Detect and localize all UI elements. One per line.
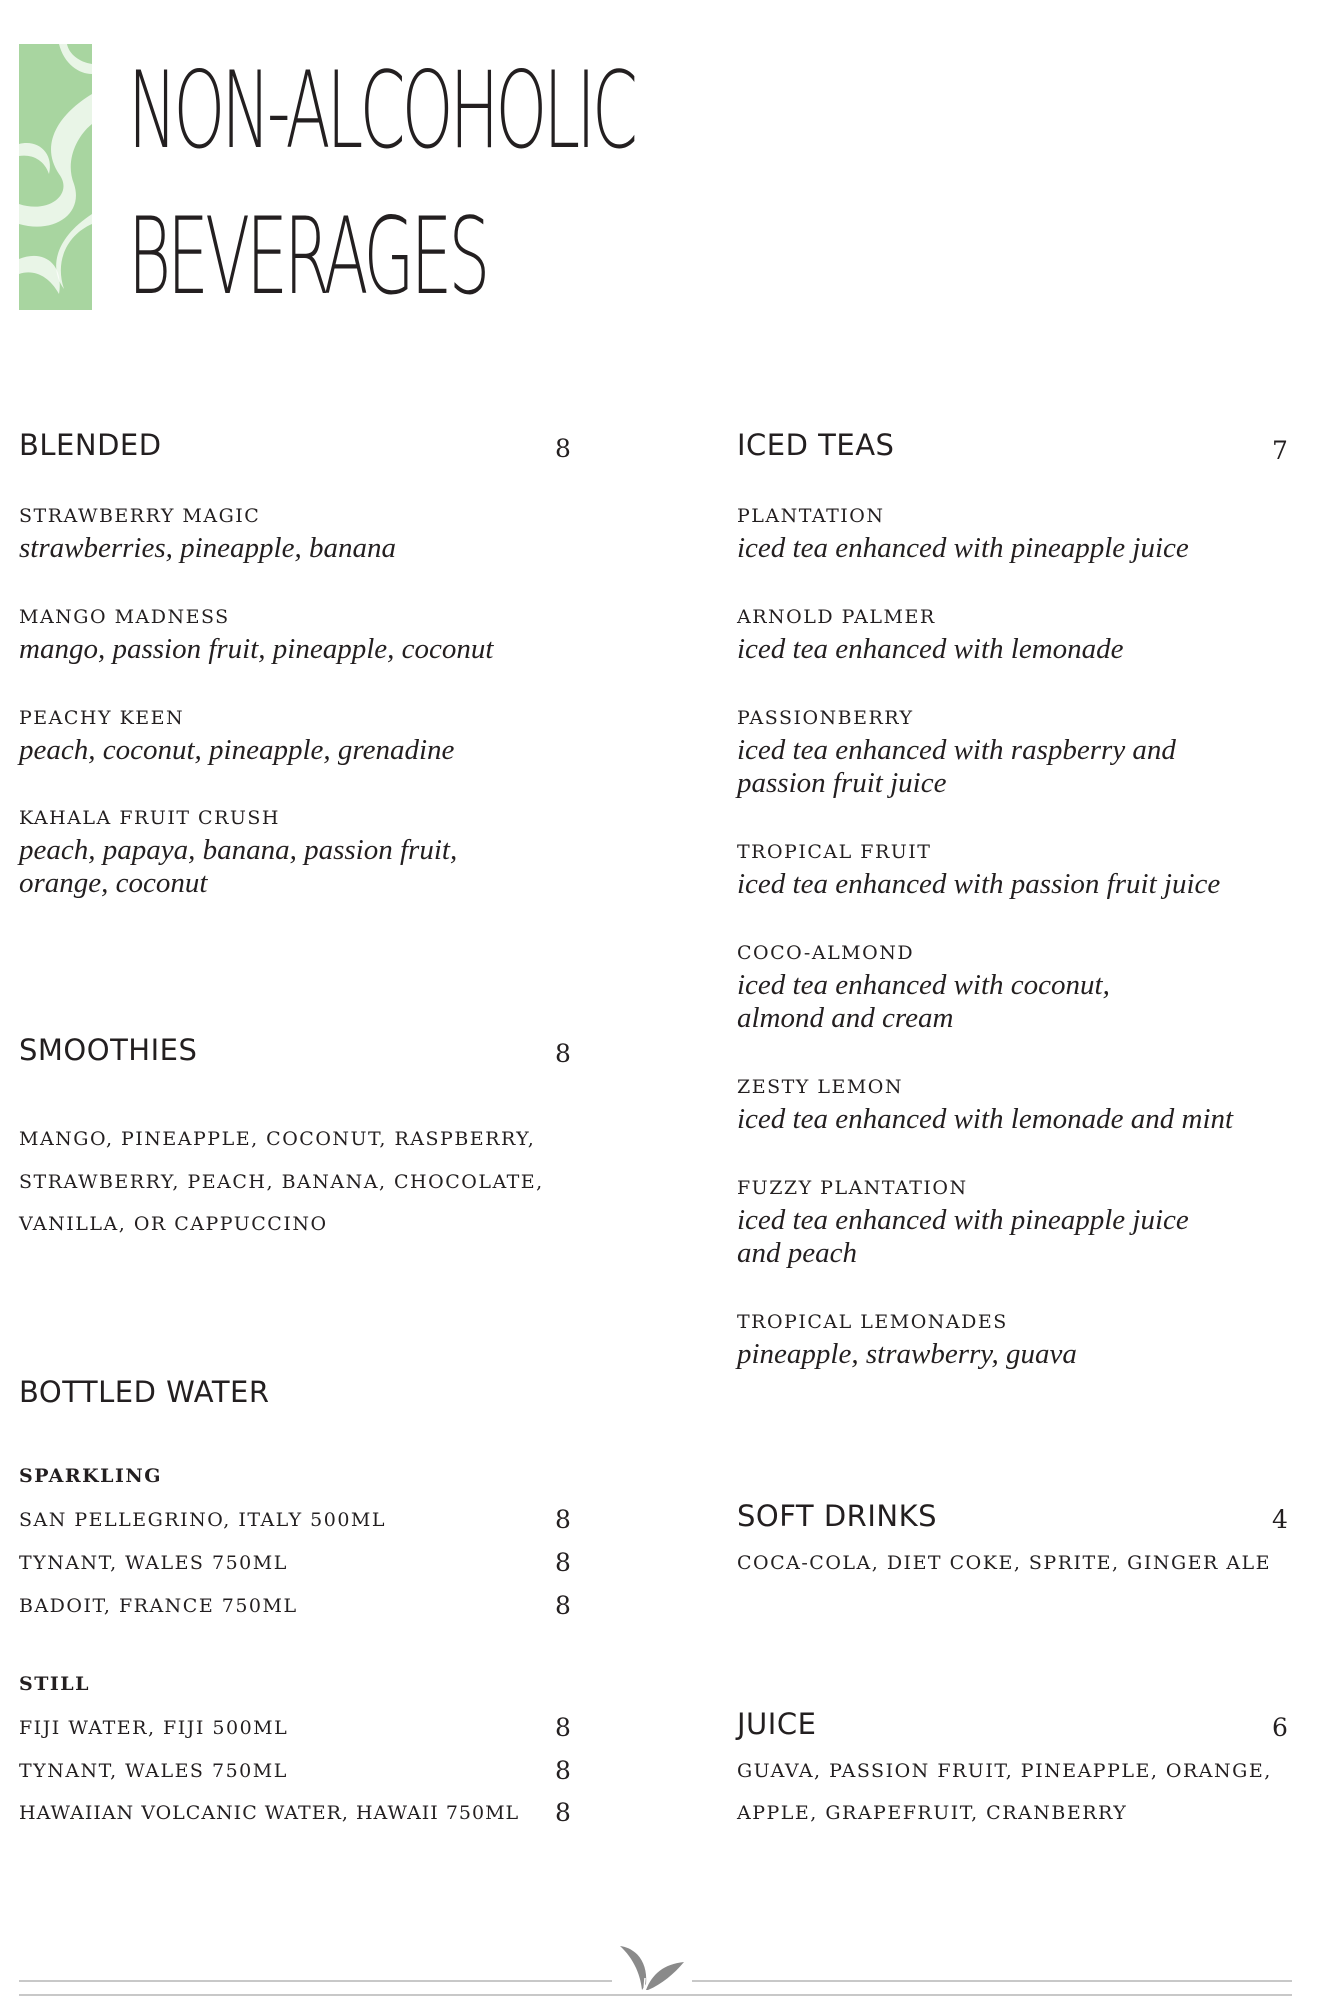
iced-tea-desc: iced tea enhanced with raspberry and: [737, 734, 1176, 766]
iced-tea-desc: pineapple, strawberry, guava: [737, 1338, 1077, 1370]
smoothies-price: 8: [555, 1039, 571, 1068]
leaf-logo-icon: [19, 44, 92, 310]
title-line-2: BEVERAGES: [128, 195, 487, 318]
blended-item-name: MANGO MADNESS: [19, 606, 230, 628]
title-line-1: NON-ALCOHOLIC: [128, 49, 635, 172]
blended-heading: BLENDED: [19, 428, 162, 462]
water-item-price: 8: [555, 1756, 571, 1785]
blended-item-desc: mango, passion fruit, pineapple, coconut: [19, 633, 494, 665]
smoothies-heading: SMOOTHIES: [19, 1033, 198, 1067]
blended-item-name: PEACHY KEEN: [19, 707, 185, 729]
water-item-name: FIJI WATER, FIJI 500ML: [19, 1717, 289, 1739]
water-item-price: 8: [555, 1548, 571, 1577]
smoothies-line: STRAWBERRY, PEACH, BANANA, CHOCOLATE,: [19, 1171, 544, 1193]
juice-heading: JUICE: [737, 1707, 817, 1741]
water-item-name: TYNANT, WALES 750ML: [19, 1760, 288, 1782]
iced-teas-heading: ICED TEAS: [737, 428, 895, 462]
bottled-water-heading: BOTTLED WATER: [19, 1375, 270, 1409]
smoothies-line: VANILLA, OR CAPPUCCINO: [19, 1213, 328, 1235]
water-item-price: 8: [555, 1798, 571, 1827]
soft-drinks-line: COCA-COLA, DIET COKE, SPRITE, GINGER ALE: [737, 1552, 1272, 1574]
iced-tea-name: TROPICAL FRUIT: [737, 841, 932, 863]
juice-line: APPLE, GRAPEFRUIT, CRANBERRY: [737, 1802, 1128, 1824]
blended-item-desc: orange, coconut: [19, 867, 208, 899]
page-title: [128, 38, 634, 330]
iced-tea-name: PASSIONBERRY: [737, 707, 914, 729]
blended-item-desc: peach, papaya, banana, passion fruit,: [19, 834, 458, 866]
water-item-price: 8: [555, 1505, 571, 1534]
water-item-price: 8: [555, 1713, 571, 1742]
water-item-name: HAWAIIAN VOLCANIC WATER, HAWAII 750ML: [19, 1802, 520, 1824]
iced-tea-name: FUZZY PLANTATION: [737, 1177, 968, 1199]
iced-tea-name: COCO-ALMOND: [737, 942, 915, 964]
iced-tea-desc: almond and cream: [737, 1002, 954, 1034]
iced-tea-name: ARNOLD PALMER: [737, 606, 936, 628]
blended-price: 8: [555, 434, 571, 463]
water-item-name: TYNANT, WALES 750ML: [19, 1552, 288, 1574]
juice-line: GUAVA, PASSION FRUIT, PINEAPPLE, ORANGE,: [737, 1760, 1272, 1782]
sparkling-subheading: SPARKLING: [19, 1465, 163, 1487]
footer-rule: [19, 1994, 1292, 1996]
iced-tea-desc: iced tea enhanced with coconut,: [737, 969, 1110, 1001]
soft-drinks-price: 4: [1272, 1505, 1288, 1534]
iced-tea-desc: passion fruit juice: [737, 767, 947, 799]
iced-teas-price: 7: [1272, 436, 1288, 465]
leaf-ornament-icon: [612, 1932, 692, 1992]
water-item-price: 8: [555, 1591, 571, 1620]
water-item-name: SAN PELLEGRINO, ITALY 500ML: [19, 1509, 386, 1531]
iced-tea-desc: iced tea enhanced with lemonade and mint: [737, 1103, 1234, 1135]
still-subheading: STILL: [19, 1673, 90, 1695]
iced-tea-name: ZESTY LEMON: [737, 1076, 903, 1098]
iced-tea-desc: iced tea enhanced with passion fruit juice: [737, 868, 1221, 900]
iced-tea-desc: iced tea enhanced with pineapple juice: [737, 1204, 1189, 1236]
smoothies-line: MANGO, PINEAPPLE, COCONUT, RASPBERRY,: [19, 1128, 536, 1150]
blended-item-name: KAHALA FRUIT CRUSH: [19, 807, 280, 829]
iced-tea-desc: and peach: [737, 1237, 857, 1269]
juice-price: 6: [1272, 1713, 1288, 1742]
iced-tea-desc: iced tea enhanced with pineapple juice: [737, 532, 1189, 564]
blended-item-desc: strawberries, pineapple, banana: [19, 532, 396, 564]
blended-item-name: STRAWBERRY MAGIC: [19, 505, 261, 527]
iced-tea-name: PLANTATION: [737, 505, 885, 527]
water-item-name: BADOIT, FRANCE 750ML: [19, 1595, 298, 1617]
soft-drinks-heading: SOFT DRINKS: [737, 1499, 937, 1533]
iced-tea-name: TROPICAL LEMONADES: [737, 1311, 1008, 1333]
blended-item-desc: peach, coconut, pineapple, grenadine: [19, 734, 455, 766]
iced-tea-desc: iced tea enhanced with lemonade: [737, 633, 1124, 665]
